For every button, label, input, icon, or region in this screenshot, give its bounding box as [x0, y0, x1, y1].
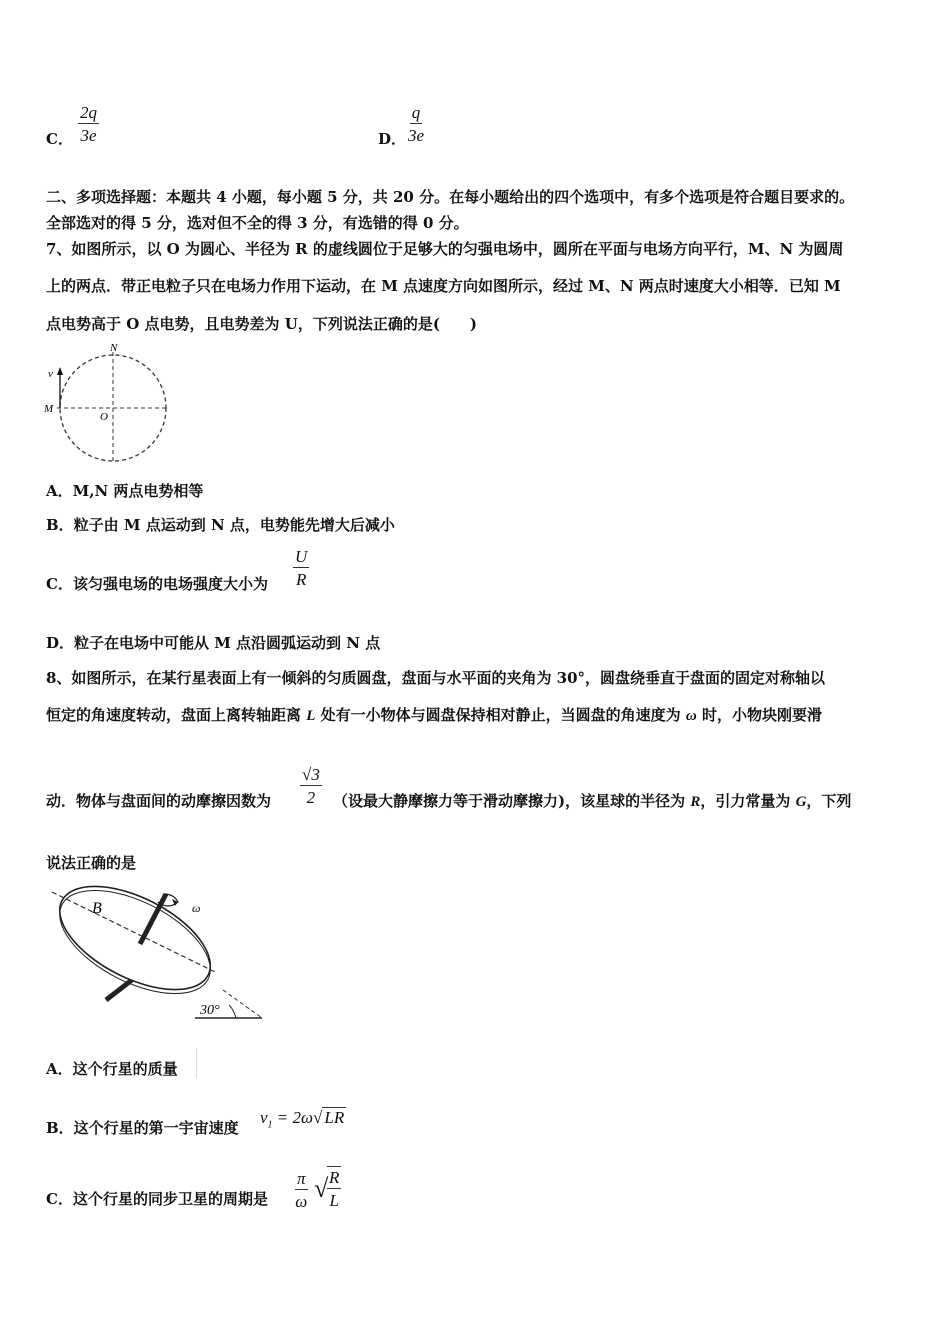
q8-line3-part-a: 动．物体与盘面间的动摩擦因数为 [46, 792, 272, 810]
q7-line2: 上的两点．带正电粒子只在电场力作用下运动，在 M 点速度方向如图所示，经过 M、N 两点时速度大小相等．已知 M [46, 277, 841, 295]
q8-option-b: B．这个行星的第一宇宙速度 [46, 1119, 239, 1137]
q8-option-c-root-numerator: R [329, 1168, 340, 1187]
q8-line2-part-a: 恒定的角速度转动，盘面上离转轴距离 [46, 706, 307, 724]
b-label: B [92, 900, 102, 917]
q8-option-b-eq: = 2ω [272, 1108, 314, 1127]
option-d-numerator: q [411, 103, 421, 122]
option-d-denominator: 3e [408, 126, 425, 145]
q8-line3-rest [333, 790, 851, 811]
q7-line1: 7、如图所示，以 O 为圆心、半径为 R 的虚线圆位于足够大的匀强电场中，圆所在平面与电场方向平行，M、N 为圆周 [46, 240, 844, 258]
q8-line2-part-b: 处有一小物体与圆盘保持相对静止，当圆盘的角速度为 [315, 706, 686, 724]
q8-line2-omega: ω [685, 708, 697, 724]
angle-arc [229, 1005, 236, 1018]
q8-mu-fraction [300, 766, 322, 806]
q8-option-c-root-denominator: L [329, 1191, 339, 1210]
option-c-numerator: 2q [80, 103, 97, 122]
angle-label: 30° [200, 1003, 220, 1018]
q7-option-a: A．M,N 两点电势相等 [46, 482, 204, 500]
q8-line3-part-b: （设最大静摩擦力等于滑动摩擦力)，该星球的半径为 [333, 792, 691, 810]
q8-line4: 说法正确的是 [46, 854, 137, 872]
q8-option-b-sub: 1 [267, 1119, 273, 1131]
q8-line3-part-c: ，引力常量为 [700, 792, 796, 810]
velocity-arrow-head [57, 367, 63, 375]
section2-line1: 二、多项选择题：本题共 4 小题，每小题 5 分，共 20 分。在每小题给出的四个选项中，有多个选项是符合题目要求的。 [46, 188, 855, 206]
q8-option-a: A．这个行星的质量 [46, 1060, 178, 1078]
q8-option-b-v: v [260, 1108, 268, 1127]
q8-mu-numerator: √3 [302, 765, 320, 784]
n-label: N [110, 342, 118, 354]
option-d-fraction [408, 104, 424, 144]
option-c-denominator: 3e [80, 126, 97, 145]
q7-line3: 点电势高于 O 点电势，且电势差为 U，下列说法正确的是( ) [46, 315, 478, 333]
q8-line3-g: G [795, 794, 807, 810]
q7-option-b: B．粒子由 M 点运动到 N 点，电势能先增大后减小 [46, 516, 395, 534]
q8-line2-part-c: 时，小物块刚要滑 [696, 706, 822, 724]
section2-line2: 全部选对的得 5 分，选对但不全的得 3 分，有选错的得 0 分。 [46, 214, 469, 232]
q8-option-a-faint-formula [196, 1048, 207, 1078]
omega-label: ω [192, 901, 201, 915]
option-d-label: D． [378, 130, 407, 148]
m-label: M [44, 403, 54, 415]
q7-circle-figure [40, 340, 180, 470]
q8-option-c-fraction [295, 1170, 308, 1210]
q8-option-b-formula: $v_1 = 2\omega√$ LR [260, 1108, 345, 1131]
q7-option-d: D．粒子在电场中可能从 M 点沿圆弧运动到 N 点 [46, 634, 381, 652]
q7-option-c-numerator: U [295, 547, 308, 566]
q8-option-c-root-sign: √ [314, 1174, 329, 1203]
q8-disk-figure [40, 880, 270, 1025]
q8-option-c-root-fraction [327, 1166, 341, 1209]
q8-line2 [46, 704, 906, 725]
o-label: O [100, 411, 108, 423]
tilted-disk [44, 880, 226, 1011]
q8-option-c-denominator: ω [295, 1192, 308, 1211]
q7-option-c-denominator: R [295, 570, 307, 589]
q8-option-c-numerator: π [297, 1169, 306, 1188]
q8-line3-part-d: ，下列 [806, 792, 852, 810]
q8-mu-denominator: 2 [306, 788, 316, 807]
q8-line2-l: L [306, 708, 316, 724]
q8-line3-r: R [690, 794, 701, 810]
v-label: v [48, 368, 53, 380]
q8-option-b-root: LR [324, 1108, 345, 1127]
q8-line1: 8、如图所示，在某行星表面上有一倾斜的匀质圆盘，盘面与水平面的夹角为 30°，圆盘绕垂直于盘面的固定对称轴以 [46, 669, 826, 687]
q7-option-c-fraction [293, 548, 309, 588]
option-c-fraction [78, 104, 99, 144]
q7-option-c: C．该匀强电场的电场强度大小为 [46, 575, 268, 593]
q8-option-c: C．这个行星的同步卫星的周期是 [46, 1190, 268, 1208]
option-c-label: C． [46, 130, 73, 148]
slope-line [223, 990, 262, 1018]
